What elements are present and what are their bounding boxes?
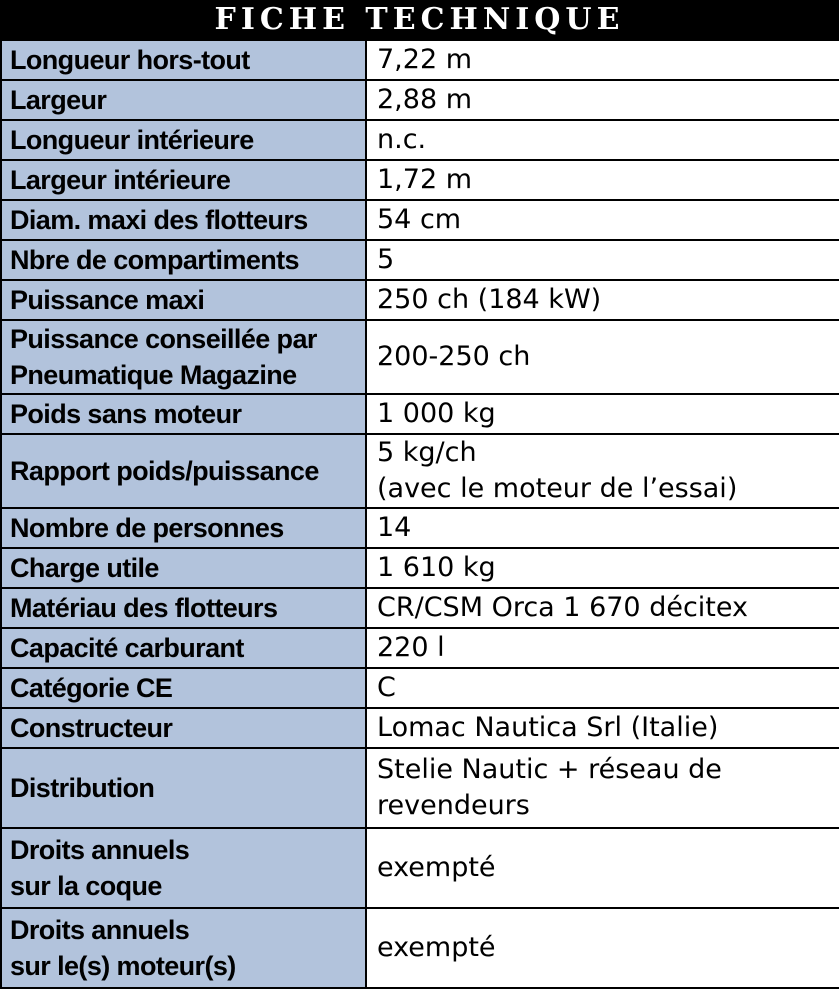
spec-label: Constructeur [1,708,366,748]
spec-label: Largeur [1,80,366,120]
spec-label: Matériau des flotteurs [1,588,366,628]
spec-label: Nombre de personnes [1,508,366,548]
table-row [1,200,839,240]
spec-table [0,39,839,989]
spec-value: 220 l [366,628,839,668]
spec-label: Diam. maxi des flotteurs [1,200,366,240]
spec-label: Longueur intérieure [1,120,366,160]
spec-value-line: revendeurs [377,790,530,821]
table-row [1,160,839,200]
table-row [1,548,839,588]
spec-value: exempté [366,828,839,908]
spec-value: 1,72 m [366,160,839,200]
spec-label [1,828,366,908]
spec-label: Longueur hors-tout [1,40,366,80]
spec-label-line: Puissance conseillée par [10,324,317,354]
spec-value-line: Stelie Nautic + réseau de [377,754,722,785]
spec-value: C [366,668,839,708]
spec-label: Capacité carburant [1,628,366,668]
spec-label [1,908,366,988]
spec-value: CR/CSM Orca 1 670 décitex [366,588,839,628]
spec-label: Poids sans moteur [1,394,366,434]
spec-label: Charge utile [1,548,366,588]
spec-label [1,320,366,394]
table-row [1,394,839,434]
spec-label: Distribution [1,748,366,828]
spec-value: 250 ch (184 kW) [366,280,839,320]
table-row [1,748,839,828]
spec-label-line: Droits annuels [10,835,190,865]
spec-value: 1 610 kg [366,548,839,588]
spec-value: exempté [366,908,839,988]
table-row [1,628,839,668]
spec-value: 7,22 m [366,40,839,80]
table-row [1,908,839,988]
table-row [1,280,839,320]
table-row [1,240,839,280]
spec-value-line: (avec le moteur de l’essai) [377,473,738,504]
spec-value: 54 cm [366,200,839,240]
table-row [1,828,839,908]
table-row [1,320,839,394]
spec-label-line: sur le(s) moteur(s) [10,951,236,981]
spec-value: 14 [366,508,839,548]
table-row [1,80,839,120]
spec-label: Largeur intérieure [1,160,366,200]
spec-label: Rapport poids/puissance [1,434,366,508]
spec-label-line: Droits annuels [10,915,190,945]
spec-label: Puissance maxi [1,280,366,320]
table-row [1,120,839,160]
table-row [1,434,839,508]
table-row [1,708,839,748]
spec-value [366,434,839,508]
table-row [1,40,839,80]
spec-value [366,748,839,828]
spec-value: 5 [366,240,839,280]
spec-label-line: Pneumatique Magazine [10,360,297,390]
spec-value: Lomac Nautica Srl (Italie) [366,708,839,748]
spec-value: n.c. [366,120,839,160]
table-row [1,508,839,548]
table-row [1,668,839,708]
spec-label-line: sur la coque [10,871,162,901]
spec-value: 200-250 ch [366,320,839,394]
spec-value: 1 000 kg [366,394,839,434]
page-title: FICHE TECHNIQUE [0,0,839,39]
spec-label: Catégorie CE [1,668,366,708]
spec-label: Nbre de compartiments [1,240,366,280]
spec-value-line: 5 kg/ch [377,437,477,468]
table-row [1,588,839,628]
spec-value: 2,88 m [366,80,839,120]
